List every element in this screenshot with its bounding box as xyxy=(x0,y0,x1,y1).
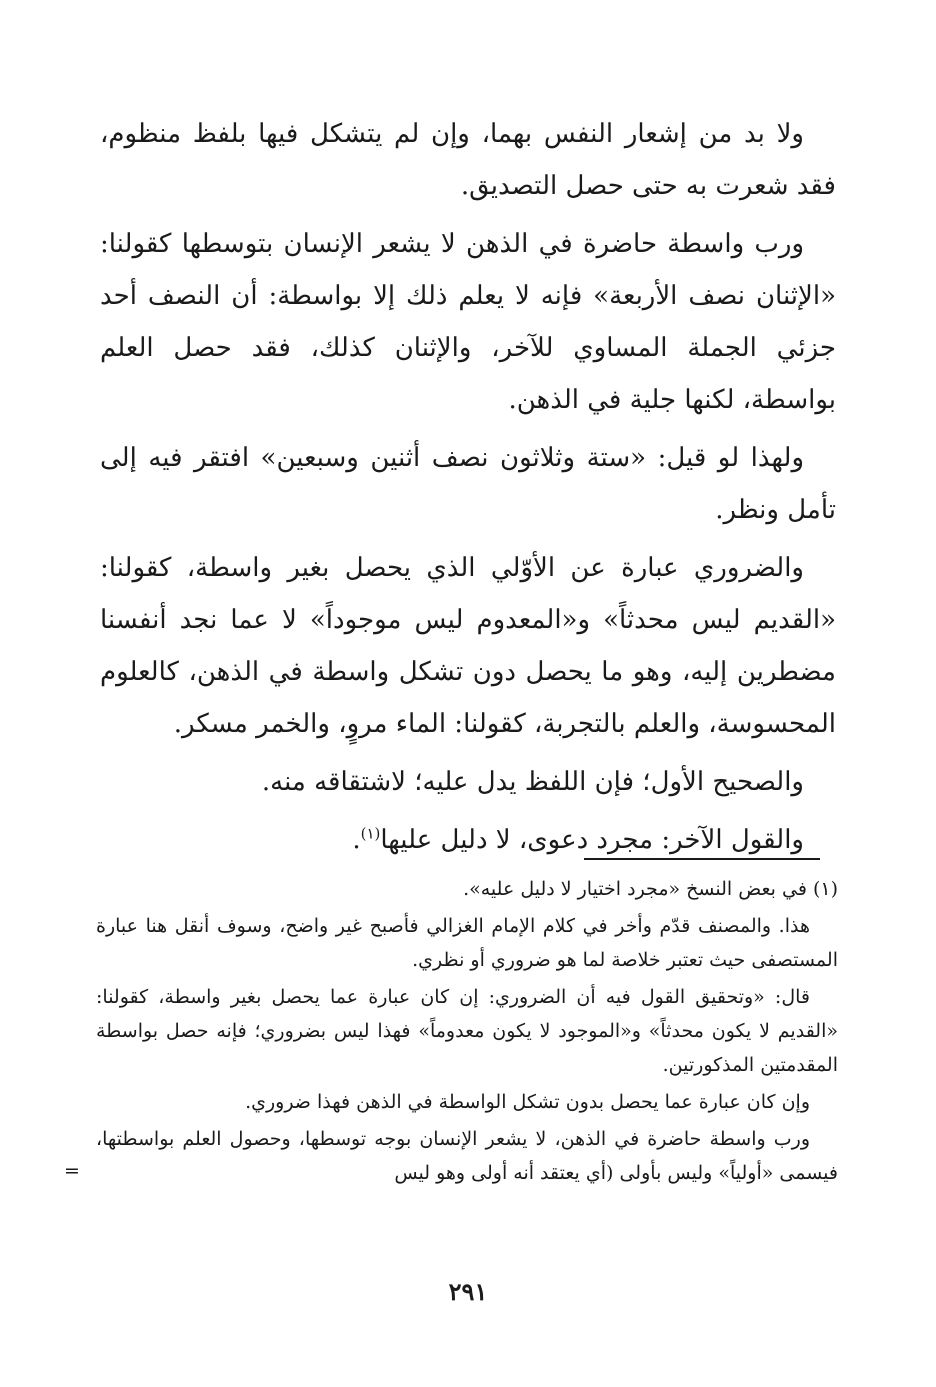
footnote-reference[interactable]: (١) xyxy=(360,824,381,843)
footnote-separator xyxy=(584,858,820,860)
footnote-paragraph-continued xyxy=(64,1122,838,1190)
footnote-last-text: ورب واسطة حاضرة في الذهن، لا يشعر الإنسان بوجه توسطها، وحصول العلم بواسطتها، فيسمى «أولياً» وليس بأولى (أي يعتقد أنه أولى وهو ليس xyxy=(96,1128,838,1184)
continuation-mark: = xyxy=(64,1160,80,1182)
main-text-body xyxy=(100,108,836,872)
footnote-paragraph: (١) في بعض النسخ «مجرد اختيار لا دليل عليه». xyxy=(463,878,838,900)
main-paragraph: ولهذا لو قيل: «ستة وثلاثون نصف أثنين وسبعين» افتقر فيه إلى تأمل ونظر. xyxy=(100,443,836,525)
page-number: ٢٩١ xyxy=(448,1277,488,1306)
main-paragraph: ولا بد من إشعار النفس بهما، وإن لم يتشكل فيها بلفظ منظوم، فقد شعرت به حتى حصل التصديق. xyxy=(100,119,836,201)
last-paragraph-text: والقول الآخر: مجرد دعوى، لا دليل عليها xyxy=(380,825,804,855)
last-paragraph-end: . xyxy=(352,825,361,855)
main-paragraph: والضروري عبارة عن الأوّلي الذي يحصل بغير واسطة، كقولنا: «القديم ليس محدثاً» و«المعدوم ليس موجوداً» لا عما نجد أنفسنا مضطرين إليه، وهو ما يحصل دون تشكل واسطة في الذهن، كالعلوم المحسوسة، والعلم بالتجربة، كقولنا: الماء مروٍ، والخمر مسكر. xyxy=(100,553,836,739)
footnote-paragraph: قال: «وتحقيق القول فيه أن الضروري: إن كان عبارة عما يحصل بغير واسطة، كقولنا: «القديم لا يكون محدثاً» و«الموجود لا يكون معدوماً» فهذا ليس بضروري؛ فإنه حصل بواسطة المقدمتين المذكورتين. xyxy=(96,986,838,1076)
main-paragraph: ورب واسطة حاضرة في الذهن لا يشعر الإنسان بتوسطها كقولنا: «الإثنان نصف الأربعة» فإنه لا يعلم ذلك إلا بواسطة: أن النصف أحد جزئي الجملة المساوي للآخر، والإثنان كذلك، فقد حصل العلم بواسطة، لكنها جلية في الذهن. xyxy=(100,229,836,415)
footnote-paragraph: وإن كان عبارة عما يحصل بدون تشكل الواسطة في الذهن فهذا ضروري. xyxy=(245,1091,810,1113)
main-paragraph: والصحيح الأول؛ فإن اللفظ يدل عليه؛ لاشتقاقه منه. xyxy=(261,767,804,797)
footnote-paragraph: هذا. والمصنف قدّم وأخر في كلام الإمام الغزالي فأصبح غير واضح، وسوف أنقل هنا عبارة المستصفى حيث تعتبر خلاصة لما هو ضروري أو نظري. xyxy=(96,915,838,971)
footnotes-section xyxy=(64,872,838,1193)
